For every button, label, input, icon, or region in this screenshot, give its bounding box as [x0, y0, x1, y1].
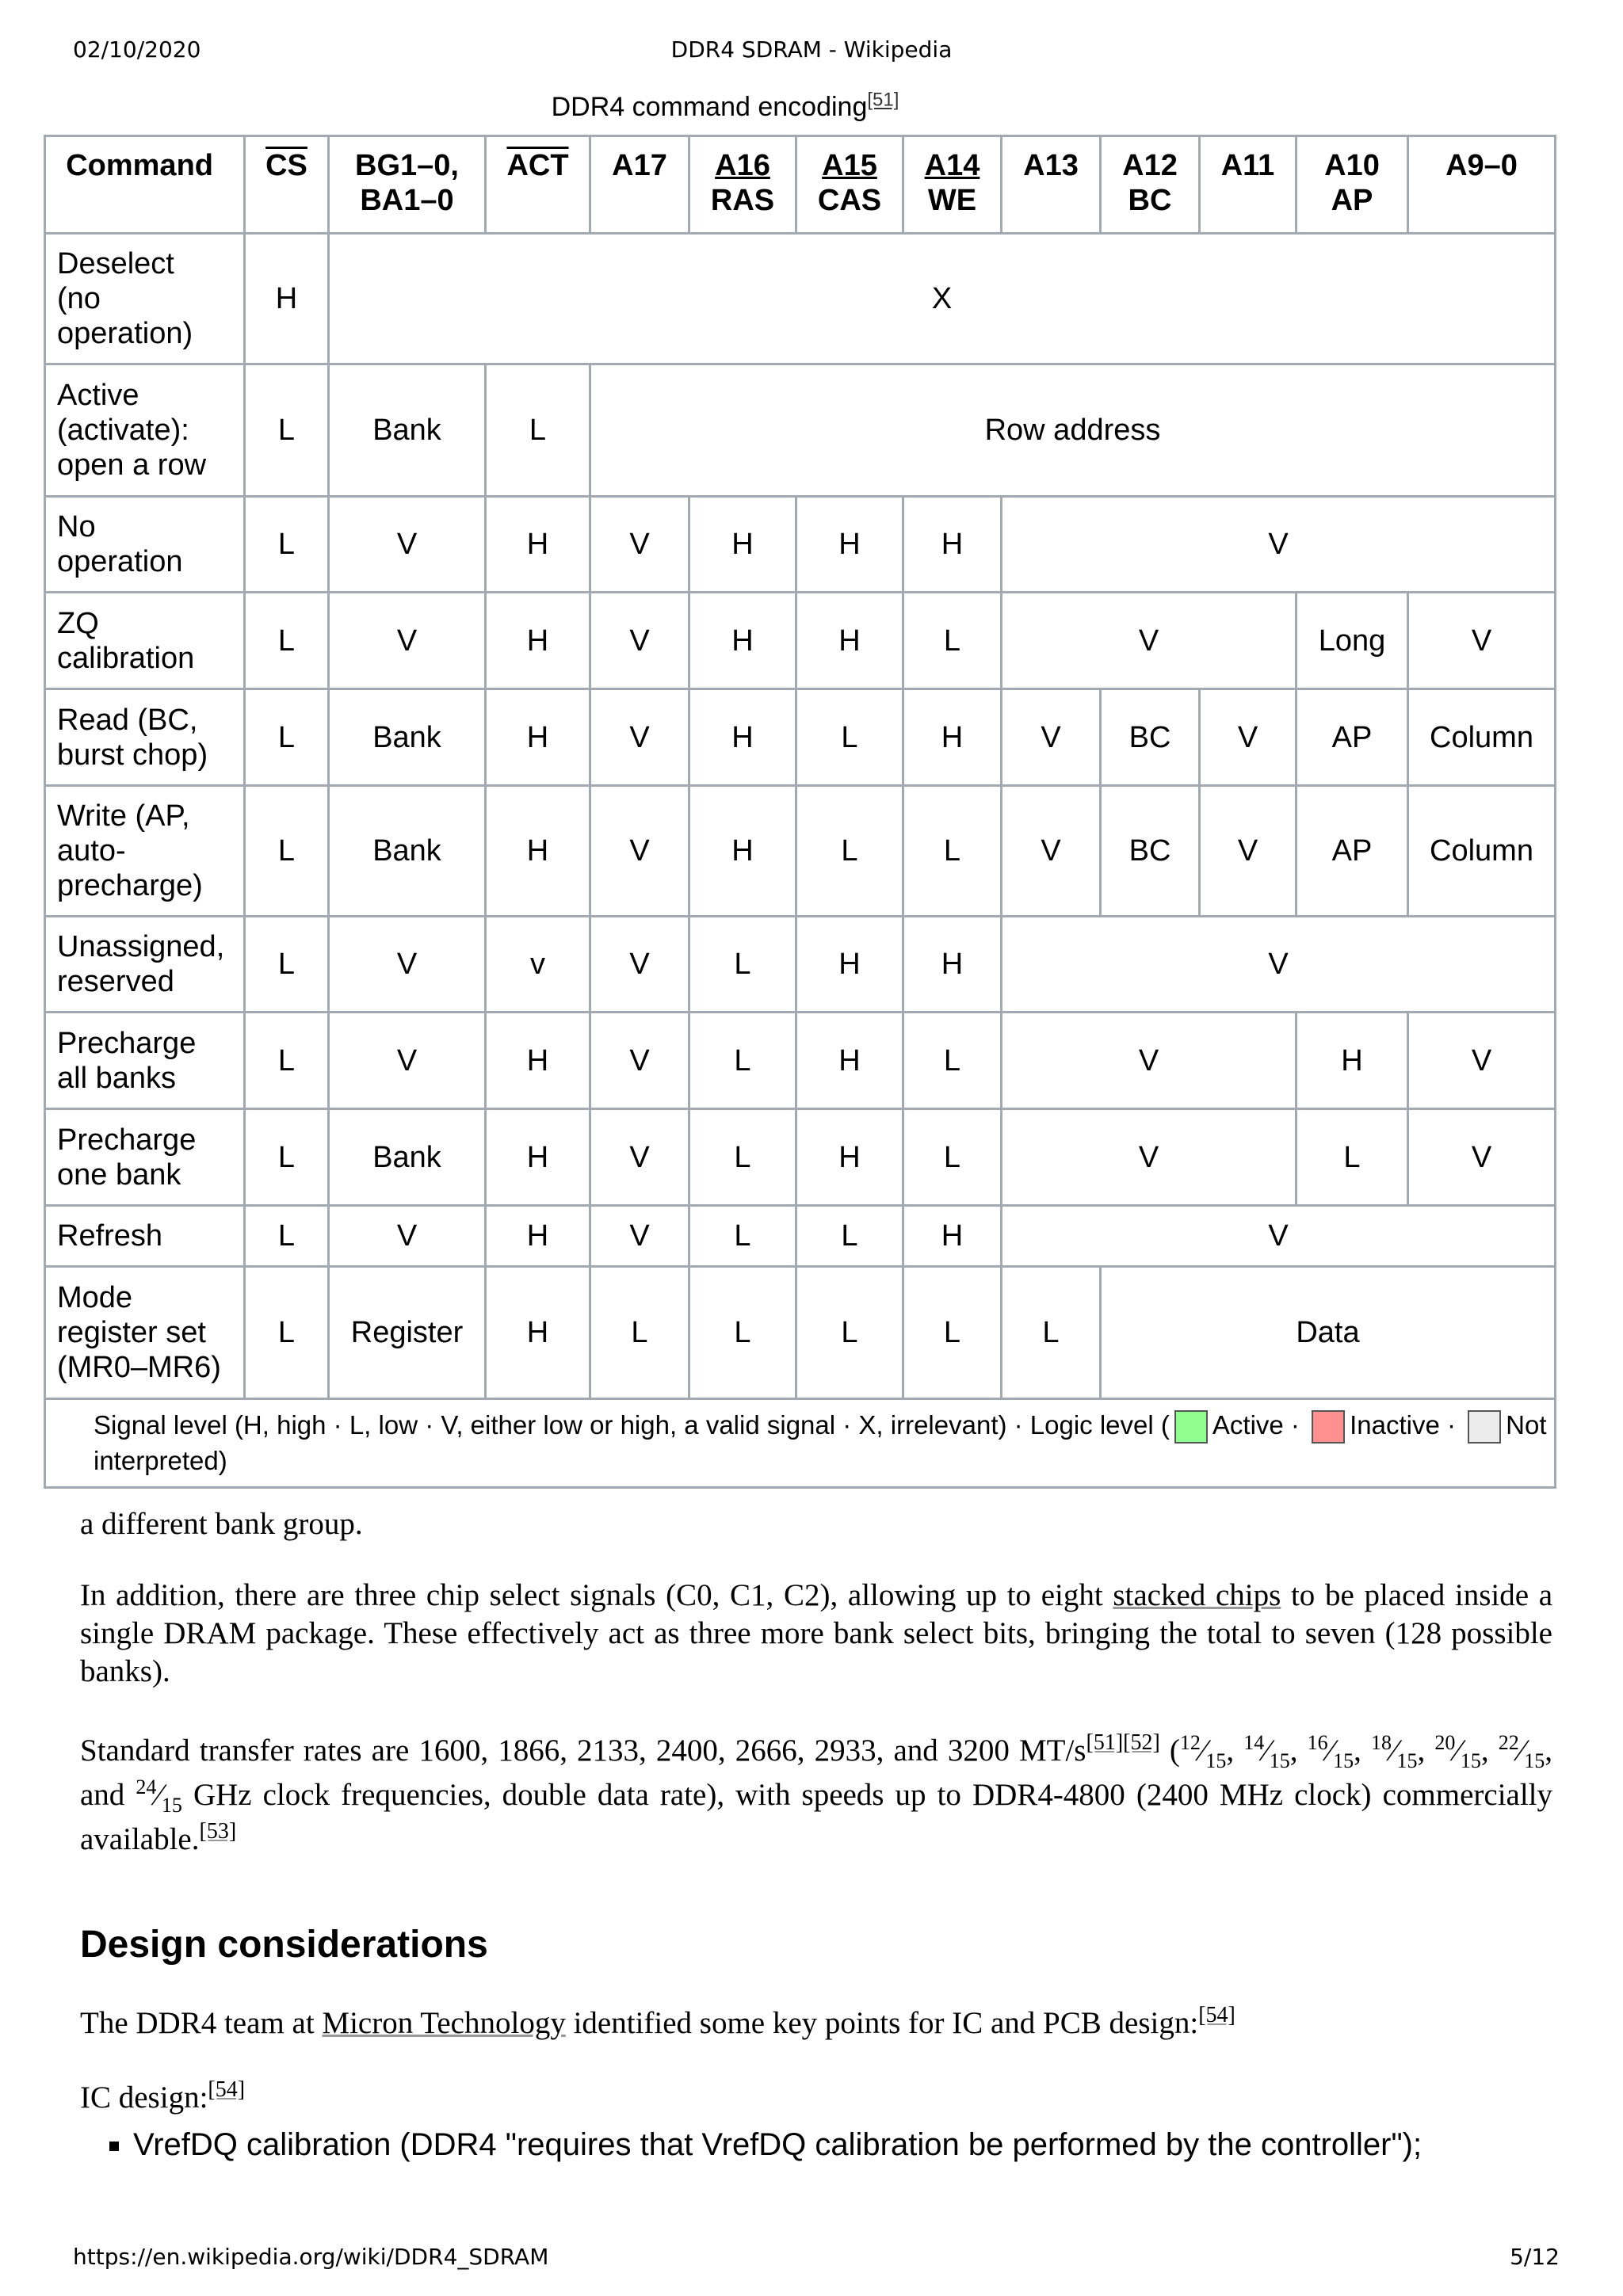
- cell: V: [590, 1109, 689, 1206]
- table-row: [45, 917, 1556, 1013]
- cell: H: [486, 1013, 590, 1109]
- cell: L: [245, 1267, 329, 1399]
- table-legend-row: [45, 1399, 1556, 1488]
- paragraph-bank-group: a different bank group.: [80, 1507, 363, 1541]
- cell: H: [486, 1206, 590, 1267]
- header-cs: $\overline{CS}$: [245, 136, 329, 234]
- table-row: [45, 1206, 1556, 1267]
- cell: L: [486, 364, 590, 497]
- cell: V: [329, 1206, 486, 1267]
- cell: Column: [1408, 786, 1556, 917]
- cell: Column: [1408, 689, 1556, 786]
- cell: V: [590, 786, 689, 917]
- cell: L: [590, 1267, 689, 1399]
- cell: V: [1002, 1109, 1296, 1206]
- header-a14-we: A14 WE: [903, 136, 1002, 234]
- cell: Row address: [590, 364, 1556, 497]
- cell: L: [245, 689, 329, 786]
- cell: H: [903, 917, 1002, 1013]
- cell: V: [1002, 689, 1101, 786]
- reference-53[interactable]: [53]: [199, 1819, 237, 1844]
- link-stacked-chips[interactable]: stacked chips: [1113, 1578, 1281, 1612]
- fraction: $^{24}⁄_{15}$: [136, 1775, 182, 1817]
- row-label-zq: ZQ calibration: [45, 593, 245, 689]
- cell: X: [329, 234, 1556, 364]
- cell: V: [329, 497, 486, 593]
- cell: Register: [329, 1267, 486, 1399]
- cell: H: [245, 234, 329, 364]
- cell: V: [1002, 1206, 1556, 1267]
- cell: Long: [1296, 593, 1408, 689]
- cell: Bank: [329, 364, 486, 497]
- print-date: 02/10/2020: [73, 36, 201, 63]
- cell: L: [903, 1013, 1002, 1109]
- print-page-title: DDR4 SDRAM - Wikipedia: [670, 36, 953, 63]
- cell: V: [590, 917, 689, 1013]
- cell: L: [245, 1013, 329, 1109]
- reference-52[interactable]: [52]: [1123, 1730, 1160, 1755]
- paragraph-chip-select: In addition, there are three chip select signals (C0, C1, C2), allowing up to eight stacked chips to be placed inside a single DRAM package. These effectively act as three more bank select bits, bringing the total to seven (128 possible banks).: [80, 1578, 1553, 1688]
- command-table-wrapper: [57, 135, 1554, 1491]
- cell: Bank: [329, 786, 486, 917]
- fraction: $^{14}⁄_{15}$: [1243, 1731, 1290, 1772]
- cell: H: [689, 497, 796, 593]
- paragraph-transfer-rates: Standard transfer rates are 1600, 1866, 2133, 2400, 2666, 2933, and 3200 MT/s[51][52] ($^{12}⁄_{15}$, $^{14}⁄_{15}$, $^{16}⁄_{15}$, $^{18}⁄_{15}$, $^{20}⁄_{15}$, $^{22}⁄_{15}$, and $^{24}⁄_{15}$ GHz clock frequencies, double data rate), with speeds up to DDR4-4800 (2400 MHz clock) commercially available.[53]: [80, 1730, 1553, 1856]
- row-label-refresh: Refresh: [45, 1206, 245, 1267]
- table-row: [45, 1109, 1556, 1206]
- cell: V: [1408, 1109, 1556, 1206]
- cell: V: [329, 917, 486, 1013]
- header-a10-ap: A10 AP: [1296, 136, 1408, 234]
- cell: V: [1408, 593, 1556, 689]
- header-a16-ras: A16 RAS: [689, 136, 796, 234]
- swatch-inactive: [1312, 1410, 1345, 1444]
- cell: V: [1002, 1013, 1296, 1109]
- cell: L: [796, 1267, 903, 1399]
- cell: H: [903, 689, 1002, 786]
- header-command: Command: [45, 136, 245, 234]
- cell: v: [486, 917, 590, 1013]
- cell: V: [1408, 1013, 1556, 1109]
- row-label-active: Active (activate): open a row: [45, 364, 245, 497]
- table-row: [45, 364, 1556, 497]
- cell: AP: [1296, 786, 1408, 917]
- cell: Data: [1101, 1267, 1556, 1399]
- cell: H: [1296, 1013, 1408, 1109]
- cell: L: [689, 1267, 796, 1399]
- header-act: $\overline{ACT}$: [486, 136, 590, 234]
- cell: L: [1002, 1267, 1101, 1399]
- cell: H: [903, 497, 1002, 593]
- table-row: [45, 593, 1556, 689]
- cell: L: [796, 786, 903, 917]
- row-label-read: Read (BC, burst chop): [45, 689, 245, 786]
- row-label-nop: No operation: [45, 497, 245, 593]
- cell: H: [796, 917, 903, 1013]
- swatch-not-interpreted: [1468, 1410, 1501, 1444]
- caption-reference[interactable]: [51]: [867, 89, 899, 111]
- reference-54[interactable]: [54]: [1198, 2003, 1235, 2027]
- cell: AP: [1296, 689, 1408, 786]
- table-caption: DDR4 command encoding[51]: [551, 89, 899, 122]
- table-row: [45, 1013, 1556, 1109]
- fraction: $^{18}⁄_{15}$: [1371, 1731, 1418, 1772]
- cell: V: [590, 1013, 689, 1109]
- cell: V: [1002, 917, 1556, 1013]
- cell: L: [245, 1109, 329, 1206]
- cell: H: [486, 1267, 590, 1399]
- cell: BC: [1101, 786, 1200, 917]
- cell: L: [689, 1206, 796, 1267]
- row-label-precharge-all: Precharge all banks: [45, 1013, 245, 1109]
- cell: H: [689, 786, 796, 917]
- cell: H: [486, 497, 590, 593]
- cell: L: [245, 593, 329, 689]
- ic-design-list: [95, 2125, 1560, 2164]
- cell: L: [903, 593, 1002, 689]
- header-a12-bc: A12 BC: [1101, 136, 1200, 234]
- print-page-number: 5/12: [1510, 2244, 1560, 2270]
- section-heading-design-considerations: Design considerations: [80, 1924, 488, 1966]
- cell: Bank: [329, 689, 486, 786]
- cell: V: [1200, 786, 1296, 917]
- cell: V: [590, 689, 689, 786]
- swatch-active: [1174, 1410, 1208, 1444]
- cell: V: [590, 497, 689, 593]
- table-row: [45, 786, 1556, 917]
- cell: L: [903, 1267, 1002, 1399]
- cell: L: [796, 1206, 903, 1267]
- fraction: $^{12}⁄_{15}$: [1179, 1731, 1227, 1772]
- header-a9-0: A9–0: [1408, 136, 1556, 234]
- list-item: ▪ VrefDQ calibration (DDR4 "requires that VrefDQ calibration be performed by the controller");: [133, 2125, 1560, 2164]
- cell: H: [486, 593, 590, 689]
- print-url: https://en.wikipedia.org/wiki/DDR4_SDRAM: [73, 2244, 549, 2270]
- reference-54[interactable]: [54]: [208, 2077, 246, 2102]
- table-row: [45, 689, 1556, 786]
- fraction: $^{16}⁄_{15}$: [1307, 1731, 1354, 1772]
- cell: V: [329, 593, 486, 689]
- cell: L: [689, 1109, 796, 1206]
- table-row: [45, 1267, 1556, 1399]
- cell: L: [1296, 1109, 1408, 1206]
- cell: H: [903, 1206, 1002, 1267]
- ddr4-command-table: [44, 135, 1556, 1489]
- cell: L: [245, 917, 329, 1013]
- cell: BC: [1101, 689, 1200, 786]
- cell: L: [796, 689, 903, 786]
- cell: H: [486, 689, 590, 786]
- cell: V: [590, 1206, 689, 1267]
- cell: H: [796, 593, 903, 689]
- cell: H: [486, 786, 590, 917]
- cell: V: [1002, 593, 1296, 689]
- cell: L: [245, 364, 329, 497]
- cell: H: [689, 593, 796, 689]
- header-a15-cas: A15 CAS: [796, 136, 903, 234]
- table-legend: Signal level (H, high · L, low · V, either low or high, a valid signal · X, irrelevant) · Logic level ( Active · Inactive · Not interpreted): [45, 1399, 1556, 1488]
- row-label-mode-register-set: Mode register set (MR0–MR6): [45, 1267, 245, 1399]
- cell: V: [1200, 689, 1296, 786]
- cell: Bank: [329, 1109, 486, 1206]
- row-label-precharge-one: Precharge one bank: [45, 1109, 245, 1206]
- table-header-row: [45, 136, 1556, 234]
- cell: L: [245, 1206, 329, 1267]
- cell: H: [796, 1109, 903, 1206]
- cell: H: [796, 1013, 903, 1109]
- cell: L: [903, 1109, 1002, 1206]
- fraction: $^{22}⁄_{15}$: [1498, 1731, 1545, 1772]
- cell: V: [1002, 786, 1101, 917]
- cell: L: [245, 497, 329, 593]
- cell: V: [590, 593, 689, 689]
- paragraph-micron: The DDR4 team at Micron Technology identified some key points for IC and PCB design:[54]: [80, 2003, 1235, 2040]
- cell: V: [329, 1013, 486, 1109]
- row-label-write: Write (AP, auto- precharge): [45, 786, 245, 917]
- cell: L: [689, 1013, 796, 1109]
- row-label-unassigned: Unassigned, reserved: [45, 917, 245, 1013]
- header-a11: A11: [1200, 136, 1296, 234]
- cell: V: [1002, 497, 1556, 593]
- fraction: $^{20}⁄_{15}$: [1434, 1731, 1481, 1772]
- header-a13: A13: [1002, 136, 1101, 234]
- link-micron-technology[interactable]: Micron Technology: [322, 2006, 566, 2040]
- table-row: [45, 234, 1556, 364]
- cell: L: [245, 786, 329, 917]
- reference-51[interactable]: [51]: [1086, 1730, 1124, 1755]
- row-label-deselect: Deselect (no operation): [45, 234, 245, 364]
- cell: H: [689, 689, 796, 786]
- cell: H: [796, 497, 903, 593]
- table-row: [45, 497, 1556, 593]
- paragraph-ic-design: IC design:[54]: [80, 2077, 246, 2115]
- header-a17: A17: [590, 136, 689, 234]
- header-bg-ba: BG1–0, BA1–0: [329, 136, 486, 234]
- cell: L: [903, 786, 1002, 917]
- cell: H: [486, 1109, 590, 1206]
- cell: L: [689, 917, 796, 1013]
